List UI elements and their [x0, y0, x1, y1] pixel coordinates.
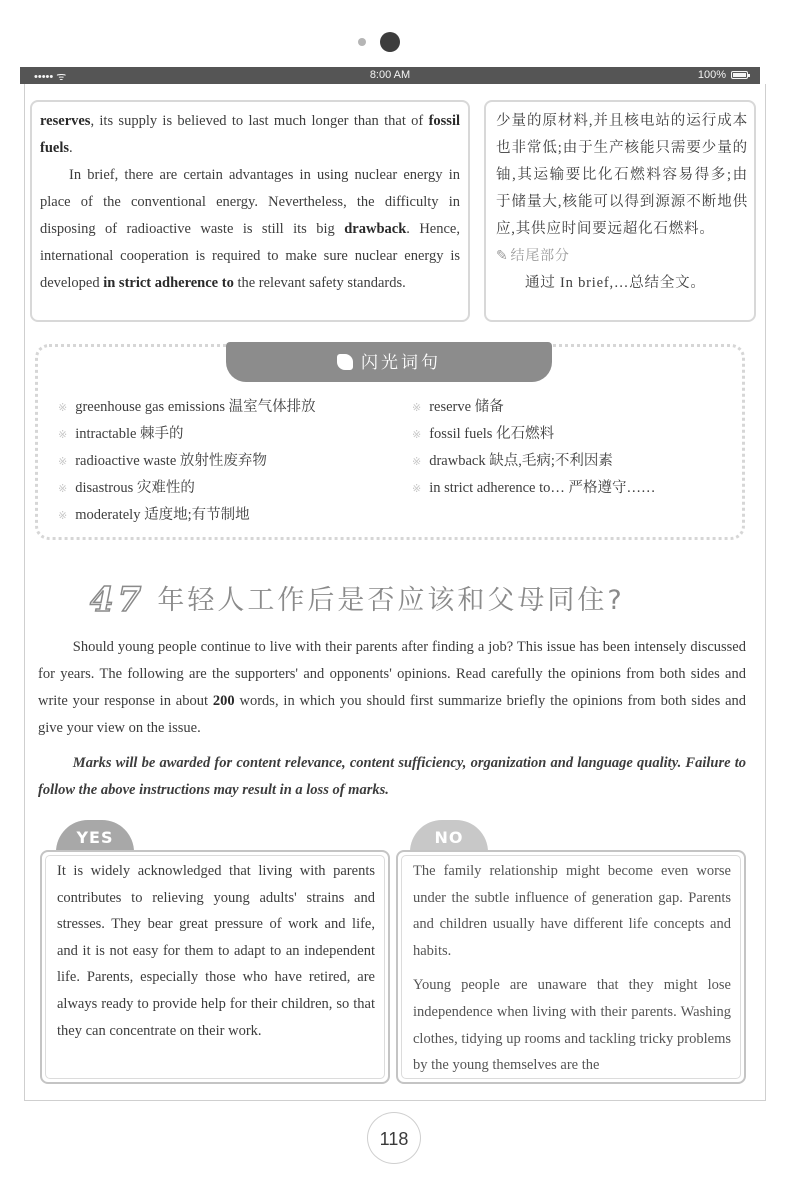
yes-opinion-text: It is widely acknowledged that living with parents contributes to relieving young adults' strains and stresses. They bear great pressure of work and life, and it is not easy for them to adapt to an independent life. Parents, especially those who have retired, are always ready to provide help for their children, so that they can concentrate on their work. [57, 863, 375, 1039]
vocab-text: drawback 缺点,毛病;不利因素 [429, 453, 613, 469]
analysis-text: 少量的原材料,并且核电站的运行成本也非常低;由于生产核能只需要少量的铀,其运输要比化石燃料容易得多;由于储量大,核能可以得到源源不断地供应,其供应时间要远超化石燃料。 [496, 113, 748, 237]
bullet-icon: ※ [58, 428, 68, 441]
bullet-icon: ※ [58, 509, 68, 522]
label-text: 结尾部分 [510, 248, 570, 264]
no-opinion-text: Young people are unaware that they might lose independence when living with their parents. Washing clothes, tidying up rooms and tackling tricky problems by the young themselves are the [413, 977, 731, 1074]
vocab-title: 闪光词句 [361, 353, 441, 373]
ending-text: 通过 In brief,…总结全文。 [525, 275, 706, 291]
vocab-text: disastrous 灾难性的 [75, 480, 195, 496]
vocab-item [58, 502, 316, 529]
yes-opinion-box [40, 850, 390, 1084]
no-opinion-text: The family relationship might become even worse under the subtle influence of generation gap. Parents and children usually have different life concepts and habits. [413, 863, 731, 959]
text: In brief, there are certain advantages in using nuclear energy in place of the conventional energy. Nevertheless, the difficulty in disposing of radioactive waste is still its big [40, 167, 460, 237]
signal-indicator: ••••• ᯤ [34, 71, 67, 83]
essay-paragraph [40, 108, 460, 162]
vocab-item [58, 475, 316, 502]
text: . [69, 140, 73, 156]
vocab-text: radioactive waste 放射性废弃物 [75, 453, 267, 469]
text: words, in which you should first summarize briefly the opinions from both sides and give your view on the issue. [38, 693, 747, 736]
vocab-item [412, 475, 656, 502]
text: the relevant safety standards. [233, 275, 406, 291]
no-tab: NO [410, 820, 488, 852]
vocab-banner [226, 342, 552, 382]
vocab-text: reserve 储备 [429, 399, 504, 415]
vocab-text: moderately 适度地;有节制地 [75, 507, 250, 523]
vocab-item [412, 394, 656, 421]
essay-number: 47 [90, 580, 146, 620]
text: Should young people continue to live with their parents after finding a job? This issue has been intensely discussed for years. The following are the supporters' and opponents' opinions. Read carefully the opinions from both sides and write your response in about [38, 639, 746, 709]
bullet-icon: ※ [412, 482, 422, 495]
pen-icon [337, 354, 353, 370]
vocab-list-left [58, 394, 316, 529]
vocab-text: in strict adherence to… 严格遵守…… [429, 480, 656, 496]
marking-note: Marks will be awarded for content relevance, content sufficiency, organization and language quality. Failure to follow the above instructions may result in a loss of marks. [38, 755, 746, 798]
vocab-text: intractable 棘手的 [75, 426, 184, 442]
no-opinion-box [396, 850, 746, 1084]
bullet-icon: ※ [58, 455, 68, 468]
keyword: fossil fuels [40, 113, 460, 156]
ending-section-label [496, 243, 748, 270]
text: . Hence, international cooperation is required to make sure nuclear energy is developed [40, 221, 460, 291]
question-paragraph [38, 634, 746, 742]
vocab-text: greenhouse gas emissions 温室气体排放 [75, 399, 316, 415]
essay-question [38, 634, 746, 742]
analysis-box [484, 100, 756, 322]
page-number: 118 [367, 1112, 421, 1164]
status-bar [20, 67, 760, 84]
bullet-icon: ※ [412, 428, 422, 441]
battery-icon [731, 71, 748, 79]
vocab-item [58, 421, 316, 448]
pen-icon: ✎ [496, 248, 509, 264]
vocab-item [58, 448, 316, 475]
keyword: in strict adherence to [103, 275, 234, 291]
camera-lens [380, 32, 400, 52]
keyword: drawback [344, 221, 407, 237]
battery-percent: 100% [697, 69, 726, 81]
bullet-icon: ※ [412, 401, 422, 414]
bullet-icon: ※ [58, 401, 68, 414]
text: , its supply is believed to last much longer than that of [90, 113, 429, 129]
vocab-text: fossil fuels 化石燃料 [429, 426, 555, 442]
vocab-item [412, 448, 656, 475]
essay-title-text: 年轻人工作后是否应该和父母同住? [157, 585, 625, 616]
bullet-icon: ※ [412, 455, 422, 468]
status-time: 8:00 AM [369, 69, 411, 81]
yes-tab: YES [56, 820, 134, 852]
bullet-icon: ※ [58, 482, 68, 495]
vocab-list-right [412, 394, 656, 502]
vocab-item [412, 421, 656, 448]
vocab-item [58, 394, 316, 421]
essay-paragraph [40, 162, 460, 297]
word-count: 200 [212, 693, 235, 709]
keyword: reserves [40, 113, 91, 129]
essay-continuation-box [30, 100, 470, 322]
essay-title [90, 578, 625, 620]
camera-sensor [358, 38, 366, 46]
